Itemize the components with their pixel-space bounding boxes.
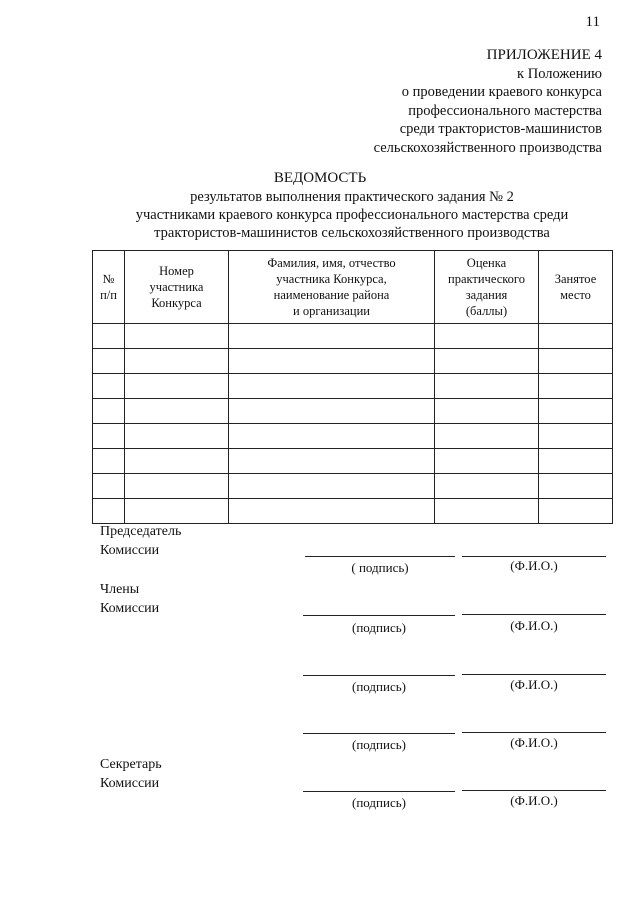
header-place: Занятое место xyxy=(539,251,613,324)
label-line: Секретарь xyxy=(100,757,162,772)
label-line: Председатель xyxy=(100,524,182,539)
name-caption: (Ф.И.О.) xyxy=(510,558,558,573)
table-cell xyxy=(539,449,613,474)
appendix-title: ПРИЛОЖЕНИЕ 4 xyxy=(486,47,602,63)
table-cell xyxy=(229,324,435,349)
results-table xyxy=(92,250,613,524)
document-subtitle xyxy=(0,188,640,242)
table-cell xyxy=(435,349,539,374)
signature-caption: (подпись) xyxy=(352,679,406,694)
table-cell xyxy=(229,374,435,399)
name-line xyxy=(462,732,606,733)
table-row xyxy=(93,324,613,349)
header-participant-number: Номер участника Конкурса xyxy=(125,251,229,324)
table-cell xyxy=(93,449,125,474)
table-row xyxy=(93,474,613,499)
name-caption: (Ф.И.О.) xyxy=(510,735,558,750)
table-cell xyxy=(125,499,229,524)
table-cell xyxy=(125,349,229,374)
signature-line xyxy=(303,791,455,792)
table-cell xyxy=(435,424,539,449)
name-line xyxy=(462,614,606,615)
name-caption: (Ф.И.О.) xyxy=(510,618,558,633)
appendix-line: о проведении краевого конкурса xyxy=(401,84,602,100)
signature-caption: (подпись) xyxy=(352,620,406,635)
chairman-label xyxy=(100,522,181,560)
signature-line xyxy=(303,733,455,734)
table-cell xyxy=(93,424,125,449)
header-number: № п/п xyxy=(93,251,125,324)
members-label xyxy=(100,580,159,618)
table-cell xyxy=(125,449,229,474)
subtitle-line: трактористов-машинистов сельскохозяйственного производства xyxy=(154,225,550,241)
table-cell xyxy=(539,399,613,424)
table-row xyxy=(93,399,613,424)
table-cell xyxy=(93,499,125,524)
table-cell xyxy=(229,499,435,524)
table-cell xyxy=(229,474,435,499)
appendix-line: к Положению xyxy=(517,65,602,82)
table-row xyxy=(93,424,613,449)
name-line xyxy=(462,674,606,675)
table-cell xyxy=(539,349,613,374)
label-line: Комиссии xyxy=(100,543,160,558)
table-row xyxy=(93,374,613,399)
subtitle-line: участниками краевого конкурса профессионального мастерства среди xyxy=(135,207,569,223)
table-cell xyxy=(435,374,539,399)
signature-caption: (подпись) xyxy=(352,737,406,752)
signature-line xyxy=(303,615,455,616)
table-cell xyxy=(93,374,125,399)
signature-line xyxy=(303,675,455,676)
label-line: Комиссии xyxy=(100,601,160,616)
document-title: ВЕДОМОСТЬ xyxy=(273,170,367,186)
table-body xyxy=(93,324,613,524)
name-line xyxy=(462,790,606,791)
table-cell xyxy=(435,324,539,349)
table-cell xyxy=(229,349,435,374)
signature-line xyxy=(305,556,455,557)
table-cell xyxy=(229,399,435,424)
table-cell xyxy=(435,474,539,499)
page-number: 11 xyxy=(585,14,600,30)
header-full-name: Фамилия, имя, отчество участника Конкурса, наименование района и организации xyxy=(229,251,435,324)
appendix-line: профессионального мастерства xyxy=(408,102,602,119)
name-line xyxy=(462,556,606,557)
table-cell xyxy=(125,399,229,424)
label-line: Члены xyxy=(100,582,140,597)
name-caption: (Ф.И.О.) xyxy=(510,793,558,808)
secretary-label xyxy=(100,755,162,793)
appendix-header xyxy=(374,46,602,157)
table-cell xyxy=(125,424,229,449)
table-cell xyxy=(93,324,125,349)
label-line: Комиссии xyxy=(100,776,160,791)
table-cell xyxy=(539,474,613,499)
name-caption: (Ф.И.О.) xyxy=(510,677,558,692)
appendix-line: среди трактористов-машинистов xyxy=(399,121,602,137)
table-cell xyxy=(93,349,125,374)
table-cell xyxy=(229,449,435,474)
table-cell xyxy=(125,324,229,349)
table-cell xyxy=(539,324,613,349)
table-cell xyxy=(125,474,229,499)
header-score: Оценка практического задания (баллы) xyxy=(435,251,539,324)
table-header-row xyxy=(93,251,613,324)
table-cell xyxy=(539,374,613,399)
table-cell xyxy=(435,499,539,524)
table-cell xyxy=(93,399,125,424)
table-cell xyxy=(539,424,613,449)
table-cell xyxy=(93,474,125,499)
table-cell xyxy=(435,449,539,474)
table-cell xyxy=(229,424,435,449)
table-row xyxy=(93,499,613,524)
table-cell xyxy=(539,499,613,524)
table-cell xyxy=(125,374,229,399)
table-cell xyxy=(435,399,539,424)
signature-caption: ( подпись) xyxy=(351,560,409,575)
table-row xyxy=(93,449,613,474)
signature-caption: (подпись) xyxy=(352,795,406,810)
table-row xyxy=(93,349,613,374)
subtitle-line: результатов выполнения практического задания № 2 xyxy=(190,189,514,205)
appendix-line: сельскохозяйственного производства xyxy=(373,139,602,156)
